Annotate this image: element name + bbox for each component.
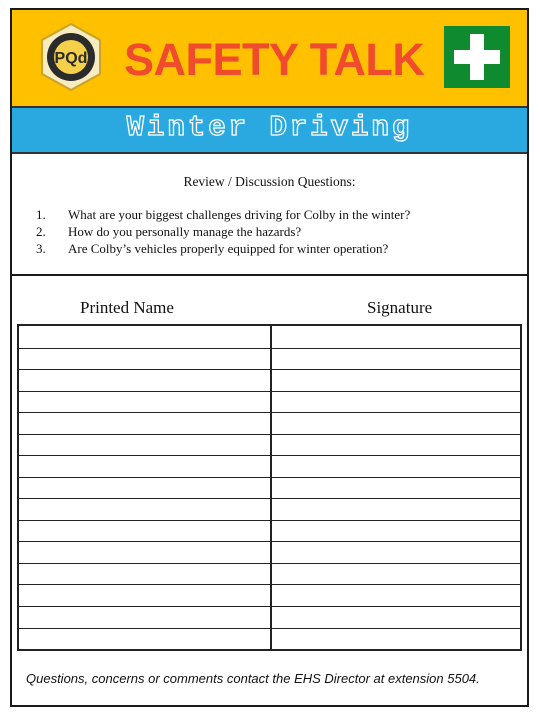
header-banner <box>12 10 527 108</box>
table-row-line <box>19 541 520 542</box>
questions-heading: Review / Discussion Questions: <box>183 174 356 189</box>
table-row-line <box>19 584 520 585</box>
question-text: How do you personally manage the hazards? <box>68 224 302 239</box>
sign-in-table[interactable] <box>17 324 522 651</box>
table-row-line <box>19 412 520 413</box>
sign-in-sheet <box>12 276 527 656</box>
page-title: SAFETY TALK <box>124 34 425 85</box>
printed-name-header: Printed Name <box>80 298 174 317</box>
document-frame <box>10 8 529 707</box>
list-item <box>36 223 410 240</box>
first-aid-cross-icon <box>444 26 510 88</box>
table-row-line <box>19 498 520 499</box>
table-row-line <box>19 628 520 629</box>
question-number: 2. <box>36 224 46 239</box>
company-logo-icon <box>36 22 106 92</box>
questions-list <box>36 206 410 257</box>
table-row-line <box>19 563 520 564</box>
list-item <box>36 240 410 257</box>
question-text: Are Colby’s vehicles properly equipped for winter operation? <box>68 241 389 256</box>
table-row-line <box>19 477 520 478</box>
table-row-line <box>19 369 520 370</box>
question-text: What are your biggest challenges driving for Colby in the winter? <box>68 207 411 222</box>
column-divider <box>270 326 272 649</box>
table-row-line <box>19 606 520 607</box>
table-row-line <box>19 391 520 392</box>
table-row-line <box>19 520 520 521</box>
footer-contact: Questions, concerns or comments contact the EHS Director at extension 5504. <box>26 671 480 686</box>
discussion-questions <box>12 154 527 276</box>
topic-banner <box>12 108 527 154</box>
list-item <box>36 206 410 223</box>
logo-text: PQd <box>54 50 88 67</box>
signature-header: Signature <box>367 298 433 317</box>
table-row-line <box>19 434 520 435</box>
table-row-line <box>19 348 520 349</box>
question-number: 1. <box>36 207 46 222</box>
topic-title: Winter Driving <box>126 111 413 144</box>
question-number: 3. <box>36 241 46 256</box>
table-row-line <box>19 455 520 456</box>
